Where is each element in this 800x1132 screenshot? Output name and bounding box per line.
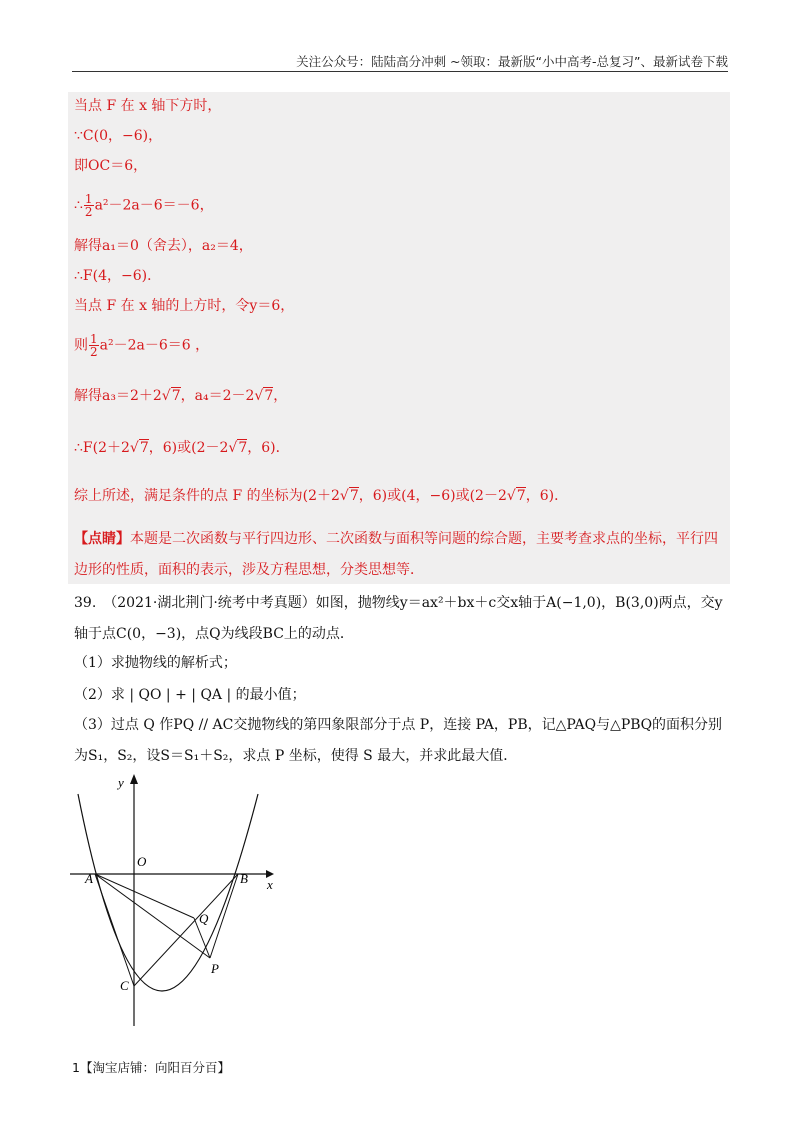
- line-9-part-a: 解得a₃＝2＋2: [74, 388, 162, 404]
- page-footer: 1【淘宝店铺：向阳百分百】: [72, 1060, 230, 1075]
- header-divider: [72, 71, 728, 72]
- sqrt-seven: 7: [516, 488, 526, 504]
- solution-line-2: ∵C(0，−6)，: [74, 128, 163, 144]
- fraction-numerator: 1: [84, 192, 93, 206]
- solution-conclusion: 综上所述，满足条件的点 F 的坐标为(2＋2√7，6)或(4，−6)或(2－2√7，6)．: [74, 488, 569, 504]
- segment-BC: [134, 874, 238, 986]
- comment-label: 【点睛】: [74, 531, 130, 547]
- label-Q: Q: [199, 911, 209, 926]
- conclusion-part-b: ，6)或(4，−6)或(2－2: [358, 488, 507, 504]
- conclusion-part-a: 综上所述，满足条件的点 F 的坐标为(2＋2: [74, 488, 340, 504]
- conclusion-part-c: ，6)．: [525, 488, 569, 504]
- solution-line-3: 即OC＝6，: [74, 158, 148, 174]
- segment-AQ: [95, 874, 194, 918]
- sqrt-seven: 7: [139, 440, 149, 456]
- solution-line-5: 解得a₁＝0（舍去），a₂＝4，: [74, 238, 253, 254]
- y-axis-arrow-icon: [130, 774, 138, 784]
- solution-line-4: [74, 193, 214, 218]
- solution-line-9: 解得a₃＝2＋2√7，a₄＝2－2√7，: [74, 388, 288, 404]
- sqrt-seven: 7: [171, 388, 181, 404]
- parabola-figure: [70, 768, 280, 1030]
- solution-line-8: [74, 333, 209, 358]
- line-9-part-b: ，a₄＝2－2: [180, 388, 255, 404]
- label-B: B: [240, 871, 248, 886]
- segment-AC: [95, 874, 134, 986]
- sqrt-seven: 7: [238, 440, 248, 456]
- label-x: x: [267, 877, 273, 892]
- page-header: 关注公众号：陆陆高分冲刺 ~领取：最新版“小中高考-总复习”、最新试卷下载: [296, 54, 728, 69]
- question-stem: 39. （2021·湖北荆门·统考中考真题）如图，抛物线y＝ax²＋bx＋c交x轴于A(−1,0)，B(3,0)两点，交y轴于点C(0，−3)，点Q为线段BC上的动点．: [74, 595, 723, 642]
- line-9-part-c: ，: [273, 388, 288, 404]
- line-10-part-c: ，6)．: [247, 440, 290, 456]
- fraction-denominator: 2: [84, 205, 93, 219]
- segment-AP: [95, 874, 210, 958]
- solution-line-6: ∴F(4，−6)．: [74, 268, 162, 284]
- fraction-denominator: 2: [90, 345, 98, 359]
- fraction-half: [84, 193, 94, 218]
- label-O: O: [137, 854, 147, 869]
- solution-line-8-equation: a²－2a－6＝6 ，: [99, 337, 210, 354]
- fraction-half: [89, 333, 99, 358]
- question-part-2: （2）求 | QO | + | QA | 的最小值；: [74, 687, 306, 703]
- label-A: A: [85, 871, 93, 886]
- solution-line-1: 当点 F 在 x 轴下方时，: [74, 98, 222, 114]
- line-10-part-b: ，6)或(2－2: [148, 440, 229, 456]
- sqrt-seven: 7: [349, 488, 359, 504]
- comment-note: [74, 524, 724, 586]
- label-P: P: [211, 961, 219, 976]
- solution-line-8-prefix: 则: [74, 337, 88, 354]
- sqrt-seven: 7: [264, 388, 274, 404]
- solution-line-4-prefix: ∴: [74, 197, 83, 214]
- line-10-part-a: ∴F(2＋2: [74, 440, 130, 456]
- solution-line-7: 当点 F 在 x 轴的上方时，令y＝6，: [74, 298, 295, 314]
- label-y: y: [118, 775, 124, 790]
- segment-PB: [210, 874, 238, 958]
- solution-line-4-equation: a²－2a－6＝－6，: [94, 197, 214, 214]
- question-part-1: （1）求抛物线的解析式；: [74, 655, 237, 671]
- parabola-curve: [78, 794, 258, 991]
- label-C: C: [120, 978, 129, 993]
- fraction-numerator: 1: [90, 332, 98, 346]
- solution-line-10: ∴F(2＋2√7，6)或(2－2√7，6)．: [74, 440, 290, 456]
- comment-text: 本题是二次函数与平行四边形、二次函数与面积等问题的综合题，主要考查求点的坐标，平行四边形的性质，面积的表示，涉及方程思想，分类思想等．: [74, 531, 718, 578]
- question-part-3: （3）过点 Q 作PQ // AC交抛物线的第四象限部分于点 P，连接 PA，PB，记△PAQ与△PBQ的面积分别为S₁，S₂，设S＝S₁＋S₂，求点 P 坐标，使得 S 最大，并求此最大值．: [74, 717, 723, 764]
